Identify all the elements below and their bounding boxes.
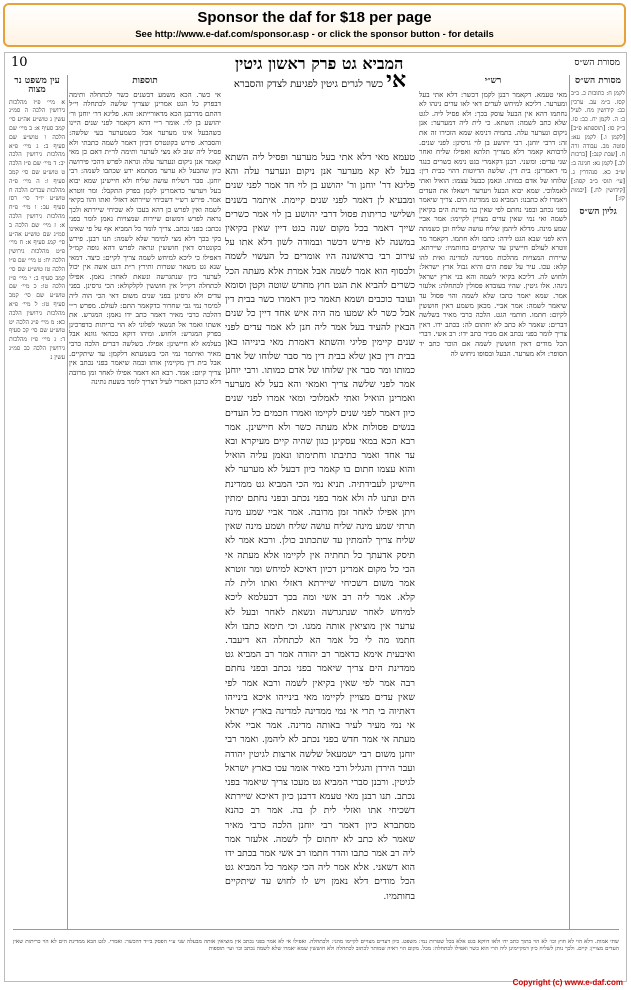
column-divider bbox=[569, 75, 570, 930]
rashi-column bbox=[419, 73, 567, 933]
tosafot-text: אי כשר. הכא משמע דבשנים כשר לכתחלה ותימה דבפרק כל הגט אמרינן שצריך שלשה לכתחלה וי״ל דהתם מדרבנן הכא מדאורייתא: והא. פליגא דר׳ יוחנן ור׳ יהושע בן לוי. אומר ר״י דהא דקאמר לפני שנים היינו כשהבעל אינו מערער אבל כשמערער בעי שלשה: והסברא. פירש בקונטרס דכיון דאמר לשמה כתבתי ולא פסיל ליה שוב לא מצי לערער ותימה לר״ת דאם כן מאי קאמר אנן ניקום ונערער עלה ונראה לפרש דהכי פירושה כיון שהבעל לא ערער מסתמא ידע שכתבו לשמה: רבי יוחנן. סבר דשליח עושה שליח ולא חיישינן שמא יבוא בעל ויערער כדאמרינן לקמן בפרק התקבל: ומר זוטרא אמר. פירש רש״י דשכיחי שיירתא דאזלי ואתו והוו בקיאי לשמה ואין לפרש כן דהא בעכו לא שכיחי שיירתא ולכך נראה לפרש דמשום שיירות שמצויות נאמן לומר בפני נכתב: בפני נכתב. צריך לומר כל המביא אף על פי שאינו בקי בכך דלא מצי למימר שלא לשמה: תנו רבנן. פירש בקונטרס דאין חוששין ונראה לפרש דהא גופה קמ״ל דאפילו כי ליכא למיחש לשמה צריך לקיים: כיצד. דמאי שנא גט משאר שטרות ותירץ ר״ת דגט אשה אין יכול לערער כיון שנתגרשה ונשאת לאחר: נאמן. אפילו לכתחלה דקי״ל אין חוששין לקלקולא: הכי גרסינן. בפני עדים ולא גרסינן בפני שנים משום דאי הכי הוה ליה למימר נמי גבי שחרור כדקאמר התם: לעולם. מפרש ר״י דהלכה כרבי מאיר דאמר כתב ידו נאמן: המגרש. את אשתו ואמר אל תנשאי לפלוני לא הוי כריתות כדפרכינן בפרק המגרש: ולחוש. ומיהו דוקא בכהאי גוונא אבל בעלמא לא חיישינן: אפילו. בשלשה דברים הלכה כרבי מאיר ואיתמר נמי הכי בשמעתא דלקמן: עד שיתקיים. אבל בית דין מקיימין אותו ובמה שיאמר בפני נכתב אין צריך קיום: אמר. רבא הא דאמר אפילו לאחר זמן מרובה דלא כרבנן דאמרי לעיל דצריך לומר בשעת נתינה bbox=[69, 90, 221, 387]
gemara-text: טעמא מאי דלא אתי בעל מערער ופסיל ליה השתא בעל לא קא מערער אנן ניקום ונערער עלה והא פליגא דר' יוחנן ור' יהושע בן לוי חד אמר לפני שנים ומבעיא לן דאמר לפני שנים קיימת. איתמר בשנים ושלישי כריתות פסול דרבי יהושע בן לוי אמר כשרים שייך דאמר בכל מקום שנה בגט דיין שאין בקיאין במשנה לא פירש דכשר ובמודה לשון דלא אתו על עירוב רבי בראשונה היו אומרים כל העשוי לשמה ולבסוף הוא אמר לשמה אבל אמרת אלא מעתה הכל כשרים להביא את הגט חוץ מחרש שוטה וקטן וסומא ועובד כוכבים ושמא תאמר כיון דאמרו כשר בבית דין אבל כשר לא שמעו מה היה איש אחד דיין כל שנים הבאין להעיד בעל אמר ליה חנן לא אמר עדים לפני שנים קיימין פליגי והשתא דאמרת מאי בינייהו כאן בבית דין כאן שלא בבית דין מר סבר שלוחו של אדם כמותו ומר סבר אין שלוחו של אדם כמותו. ורבי יוחנן אמר לפני שלשה צריך ואמאי והא בעל לא מערער ואמרינן הואיל ואתי לאמלוכי ומאי אמרו לפני שנים כיון דאמר לפני שנים לקיימו ואמרו חכמים כל העדים בנשים פסולות אלא מעתה כשר ולא חיישינן. אמר רבא הכא במאי עסקינן כגון שהיה קיים מעיקרא ובא עד אחד ואמר כתיבתו וחתימתו ונאמן עליה הואיל והוא עצמו חתום בו קאמר כיון דבעל לא מערער לא חיישינן לעבידתיה. תניא נמי הכי המביא גט ממדינת הים ונתנו לה ולא אמר בפני נכתב ובפני נחתם ימתין ויתן אפילו לאחר זמן מרובה. אמר אביי שמע מינה תרתי שמע מינה שליח עושה שליח ושמע מינה שאין שליח צריך להמתין עד שתכתוב כולן. ורבא אמר לא תיסק אדעתך כל תחתיה אין לקיימו אלא מעתה אי הכי כל מקום אמרינן דכיון דאיכא למיחש ומר זוטרא אמר משום דשכיחי שיירתא דאזלי ואתו ולית לה קלא. אמר ליה רב אשי ומה בכך דבעלמא ליכא למיחש לאחר שנתגרשה ונשאת לאחר ובעל לא ערער אין מוציאין אותה ממנו. וכי תימא כתבו ולא חתמו מה לי כל אמר הא לכתחלה הא דיעבד. ואיבעית אימא כדאמר רב יהודה אמר רב המביא גט ממדינת הים צריך שיאמר בפני נכתב ובפני נחתם רבה אמר לפי שאין בקיאין לשמה ורבא אמר לפי שאין עדים מצויין לקיימו מאי בינייהו איכא בינייהו דאתיוה בי תרי אי נמי ממדינה למדינה בארץ ישראל אי נמי מעיר לעיר באותה מדינה. אמר אביי אלא מעתה אי אמר חדש בפני נכתב לא ליהמן. ואמר רבי יוחנן משום רבי ישמעאל שלשה ארצות לגיטין יהודה ועבר הירדן והגליל ורבי מאיר אומר עכו כארץ ישראל לגיטין. ורבנן סברי המביא גט מעכו צריך שיאמר בפני נכתב. תנו רבנן מאי טעמא דרבנן כיון דאיכא שיירתא דשכיחי אתו ואזלי לית לן בה. אמר רב כהנא מסתברא כיון דאמר רבי יוחנן הלכה כרבי מאיר שאמר לא כתב לא יחתום לך לשמה. אלעזר אמר ליה רב אמר כתבו והדר חתמו רב אשי אמר בכתב ידו הוא דשאני. אלא אמר ליה הכי קאמר כל המביא גט הכל מודים דלא נאמן ויש לו לחוש עד שיתקיים בחותמיו. bbox=[225, 152, 415, 902]
footer-divider bbox=[13, 929, 619, 930]
sponsor-subtitle: See http://www.e-daf.com/sponsor.asp - or click the sponsor button - for details bbox=[135, 29, 494, 40]
footer-notes bbox=[13, 933, 619, 971]
copyright-link[interactable]: Copyright (c) www.e-daf.com bbox=[512, 978, 623, 987]
gemara-column bbox=[225, 151, 415, 917]
ein-mishpat-column bbox=[9, 73, 65, 933]
tosafot-label: תוספות bbox=[132, 76, 158, 86]
masoret-text: לקמן ח: כתובות כ. ב״ב קסז. ב״מ עב. ערכין כב: קידושין מח. לעיל ב: ה. לקמן יח. כב: סו. ב״ק סז: [תוספתא פ״ב] [לקמן ו.] לקמן עא: סוטה מב. עבודה זרה ח. [שבת קנב:] [ברכות לב.] לקמן נא: חגיגה ב: ש״ב כא. סנהדרין ג. [עי׳ תוס׳ ב״ב קסה:] [קידושין לח.] [יבמות קז:] bbox=[571, 89, 625, 203]
ein-mishpat-text: א מיי׳ פ״ז מהלכות גירושין הלכה ה סמ״ג עשין נ טוש״ע אה״ע סי׳ קמב סעיף א: ב מיי׳ שם הלכה ו טוש״ע שם סעיף ב: ג מיי׳ פ״א מהלכות גירושין הלכה יב: ד מיי׳ שם פ״ז הלכה ט טוש״ע שם סי׳ קמב סעיף ו: ה מיי׳ פ״ה מהלכות עבדים הלכה ח טוש״ע יו״ד סי׳ רסז סעיף עב: ו מיי׳ פ״ח מהלכות גירושין הלכה א: ז מיי׳ שם הלכה ב סמ״ג שם טוש״ע אה״ע סי׳ קמג סעיף א: ח מיי׳ פ״ט מהלכות גירושין הלכה יח: ט מיי׳ שם פ״ו הלכה טז טוש״ע שם סי׳ קמב סעיף ב: י מיי׳ פ״ז הלכה טו: כ מיי׳ שם טוש״ע שם סי׳ קמב סעיף טז: ל מיי׳ פ״א מהלכות גירושין הלכה כא: מ מיי׳ פ״ג הלכה יט טוש״ע שם סי׳ קכ סעיף ד: נ מיי׳ פ״ז מהלכות גירושין הלכה כב סמ״ג עשין נ bbox=[9, 98, 65, 361]
gemara-heading bbox=[225, 67, 415, 149]
gemara-opening-word: אי bbox=[386, 67, 407, 93]
footer-notes-text: שתי אמות. דלא הוי לא חוץ וכו׳ לא הוי בתוך כתב ידו ולאו דווקא בגט אלא בכל שטרות נמי: משפט. כיון דעדים מצויים לקיימו מהני: ולכתחלה. ואפילו אי לא אמר בפני נכתב אין מוציאין אותה מבעלה שני ע״י הפסק בי״ד דהכשר: ואמרי. לגט הבא ממדינת הים לא הוי כריתות שאין העדים מצויין: קיים. ולכך נותן לשליח כיון דמקיימינן ליה הרי הוא כשר ואפילו לכתחלה: מכל. מקום הוי ראיה שמותר לכתוב לכתחלה ולא חוששין שמא יאמרו שלא לשמה נכתב וכו׳ ועי׳ תוספות bbox=[13, 938, 619, 952]
ein-mishpat-label: עין משפט נר מצוה bbox=[14, 76, 60, 95]
masoret-column bbox=[571, 73, 625, 933]
page-number: 10 bbox=[11, 55, 28, 70]
masoret-label: מסורת הש״ס bbox=[575, 76, 621, 86]
rashi-label: רש״י bbox=[484, 76, 502, 86]
sponsor-title[interactable]: Sponsor the daf for $18 per page bbox=[197, 9, 432, 26]
masechet-label: מסורת הש״ס bbox=[574, 58, 620, 68]
rashi-text: מאי טעמא. דקאמר רבנן לקמן דכשר: דלא אתי בעל ומערער. דליכא למיחש לעדים דאי לאו עדים נינהו לא נחתמו דהא אין הבעל עוסק בכך: ולא פסיל ליה. לגט שלא כתב לשמה: השתא. כי לית ליה דמערער: אנן ניקום ונערער עלה. בתמיה דנימא שמא הזכירו זה את זה: דרבי יוחנן. רבי יהושע בן לוי גרסינן: לפני שנים. לרבותא קאמר דלא מצריך תלתא ואפילו שליח ואחר שני עדים: ומשני. רבנן דקאמרי בגט נימא כשרים כנגד מי דאמרינן: בית דין. שלשה הדיוטות דהוי כבית דין: שלוחו של אדם כמותו. ונאמן כבעל עצמו: הואיל ואתי לאמלוכי. שמא יבוא הבעל ויערער וישאלו את העדים ויאמרו לא כתבנו: המביא גט ממדינת הים. צריך שיאמר בפני נכתב ובפני נחתם לפי שאין בני מדינת הים בקיאין לשמה ואי נמי שאין עדים מצויין לקיימו: אמר אביי שמע מינה. מדלא ליהמן שליח עושה שליח וכן כשמתה היא לפני שבא הגט לידה: כתבו ולא חתמו. דקאמר מר זוטרא לעולם חיישינן עד שיתקיים בחותמיו: שיירתא. שיירות המצויות מהלכות ממדינה למדינה ואית להו קלא: עכו. עיר על שפת הים והיא גבול ארץ ישראל: ולחוש לה. דליכא בקיאי לשמה והא בני ארץ ישראל נינהו. אלו גיטין. שהיו בעובדא פסולין לכתחלה: אלעזר אמר. שמא יאמר כתבו שלא לשמה והוי פסול עד שיאמר לשמה: אמר אביי. מכאן משמע דאין חוששין לקיום: חתמו. חותמי הגט. הלכה כרבי מאיר בשלשה דברים: שאמר לא כתב לא יחתום לה: בכתב ידו. דאין צריך לומר בפני נכתב אם מכיר כתב ידו: רב אשי. דברי הכל מודים דאין חוששין לשמה אם הוכר כתב יד הסופר: ולא מערער. הבעל ובסופו ניחוש לה bbox=[419, 90, 567, 358]
gemara-lead: כשר לגרים גיטין לפגיעת לצדק והסברא bbox=[233, 79, 383, 90]
sponsor-banner[interactable] bbox=[3, 3, 626, 47]
tosafot-column bbox=[69, 73, 221, 933]
gilyon-label: גליון הש״ס bbox=[579, 207, 617, 218]
page-header bbox=[5, 53, 626, 75]
column-divider bbox=[67, 75, 68, 930]
talmud-page bbox=[4, 52, 627, 982]
page-title: המביא גט פרק ראשון גיטין bbox=[235, 54, 404, 73]
